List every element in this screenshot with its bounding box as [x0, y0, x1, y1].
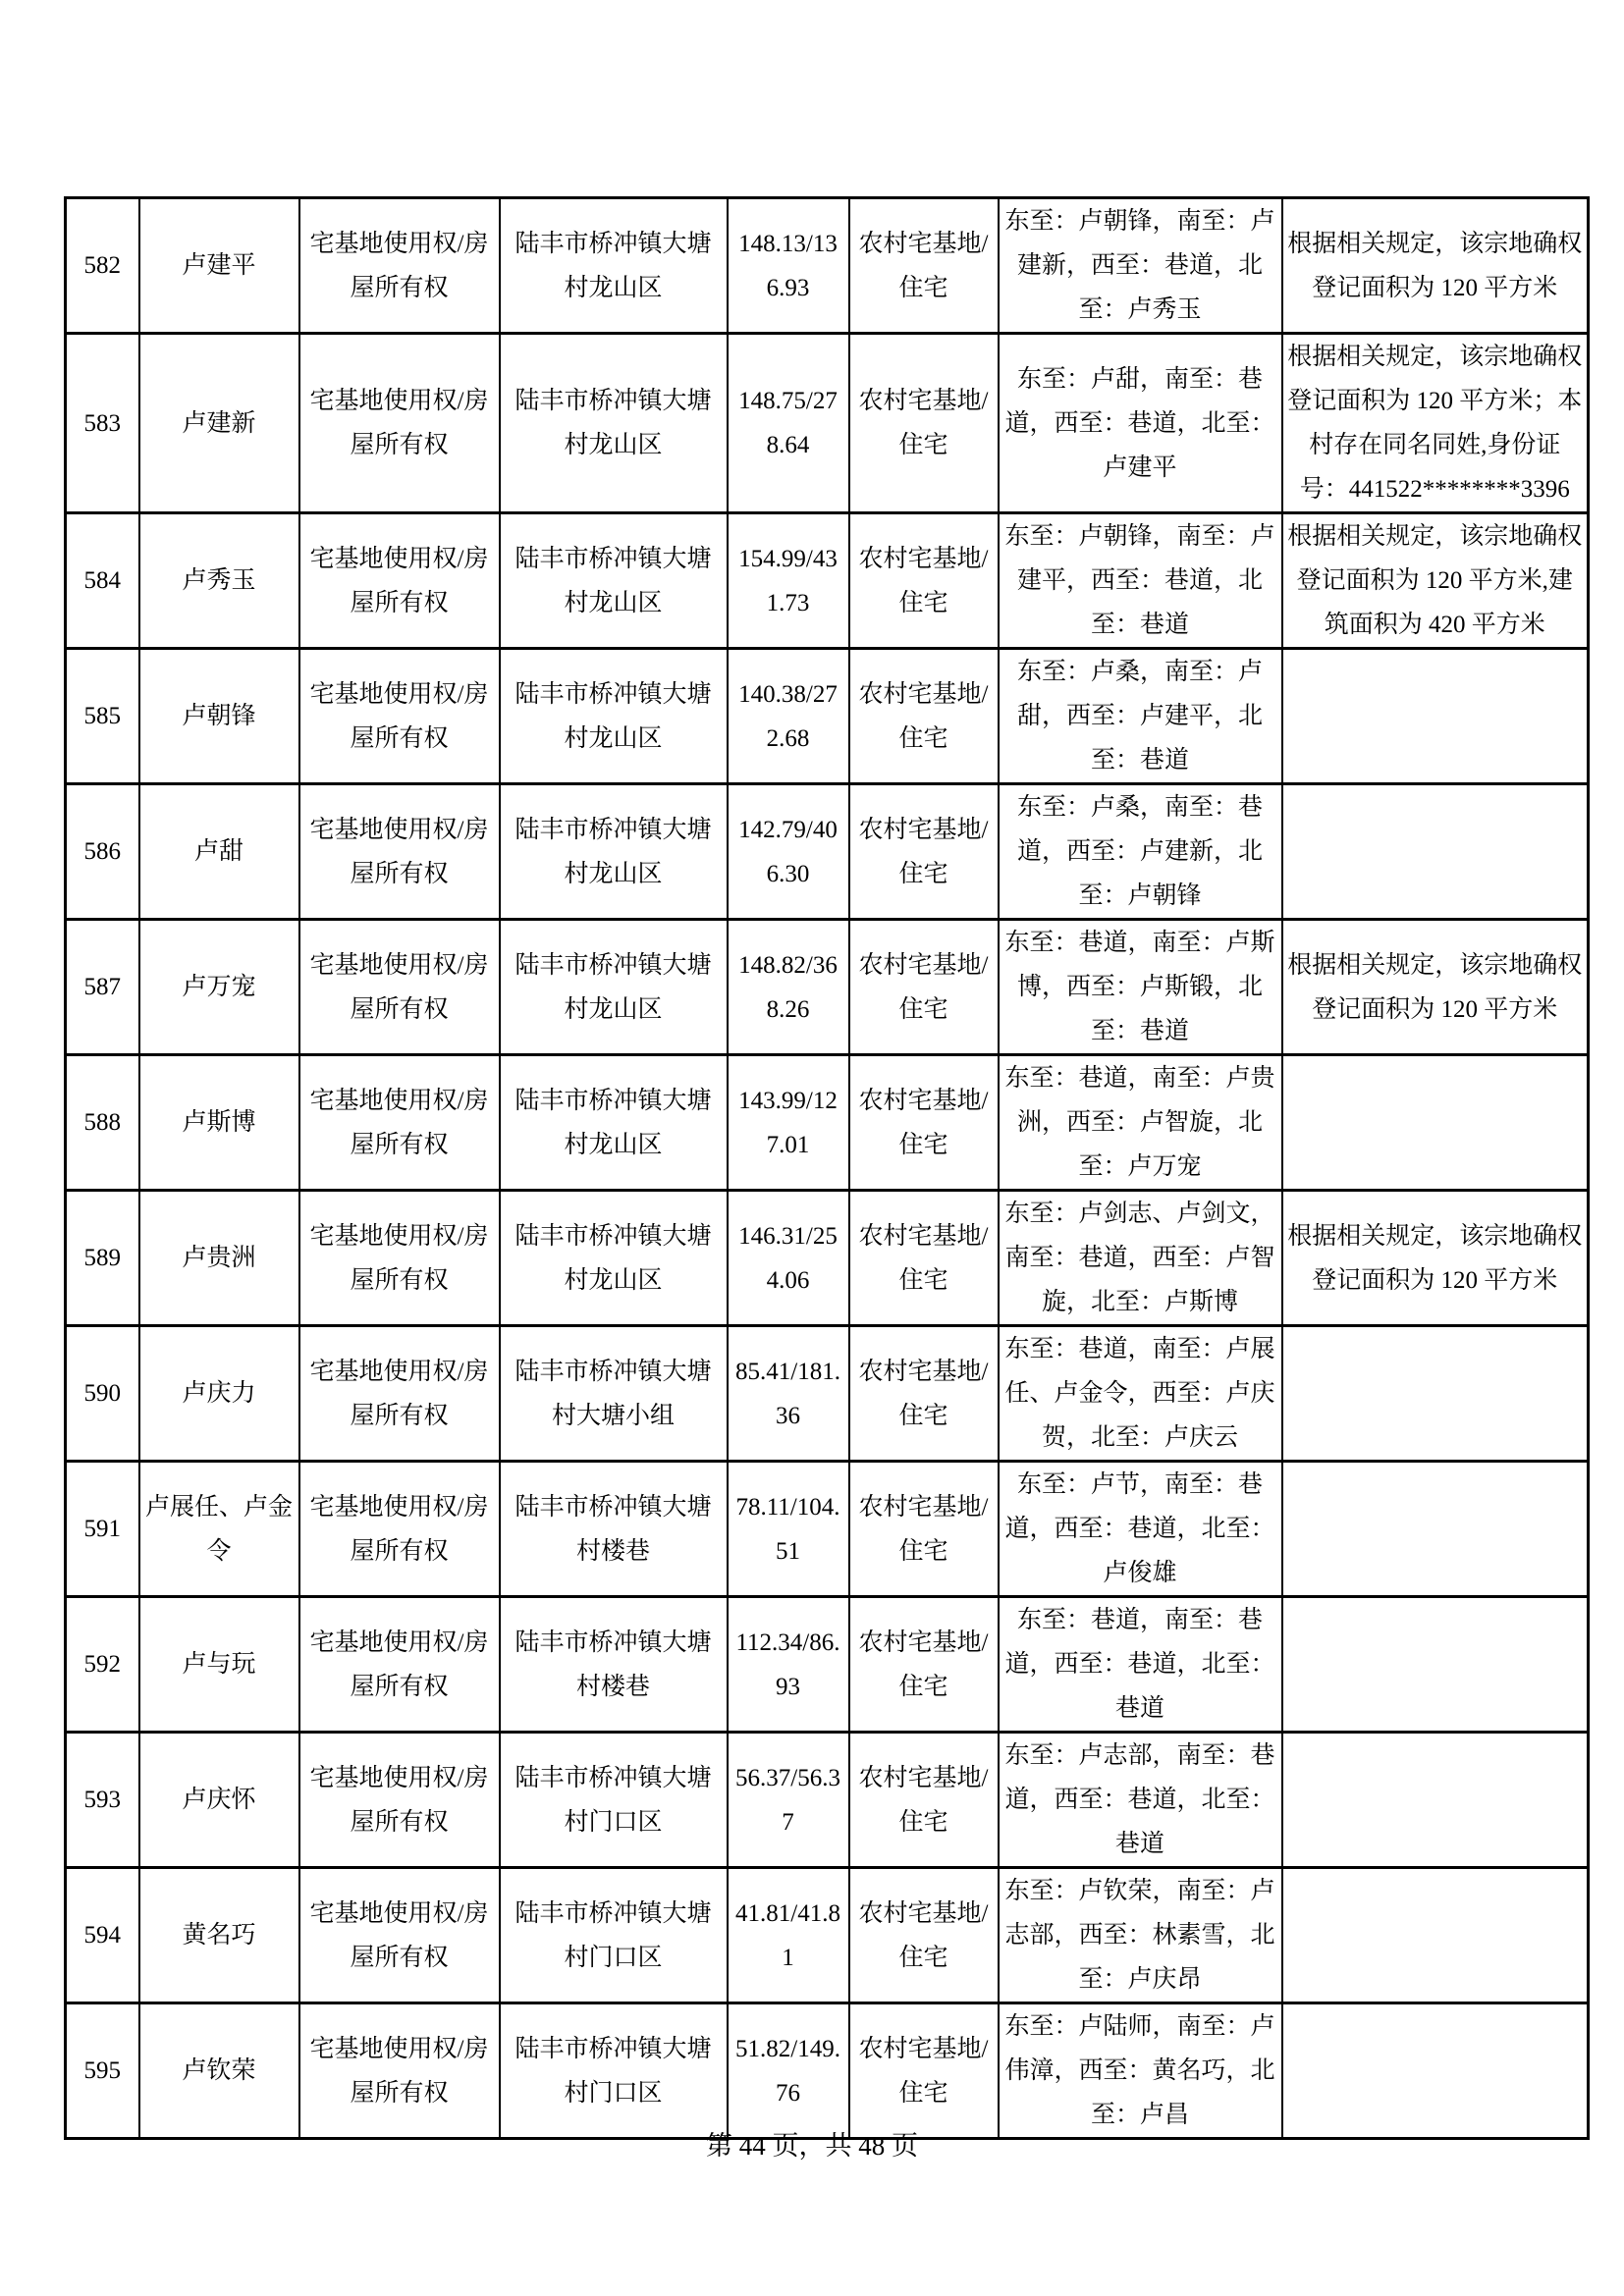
area-cell: 148.13/136.93 [728, 198, 849, 334]
row-number-cell: 592 [66, 1597, 139, 1733]
area-cell: 112.34/86.93 [728, 1597, 849, 1733]
row-number-cell: 590 [66, 1326, 139, 1462]
boundaries-cell: 东至：巷道，南至：卢斯博，西至：卢斯锻，北至：巷道 [999, 920, 1282, 1055]
area-cell: 148.75/278.64 [728, 334, 849, 513]
remark-cell: 根据相关规定，该宗地确权登记面积为 120 平方米 [1282, 920, 1589, 1055]
row-number-cell: 588 [66, 1055, 139, 1191]
boundaries-cell: 东至：卢朝锋，南至：卢建平，西至：巷道，北至：巷道 [999, 513, 1282, 649]
remark-cell [1282, 1055, 1589, 1191]
remark-cell [1282, 1597, 1589, 1733]
remark-cell [1282, 1462, 1589, 1597]
area-cell: 143.99/127.01 [728, 1055, 849, 1191]
owner-name-cell: 卢展任、卢金令 [139, 1462, 299, 1597]
location-cell: 陆丰市桥冲镇大塘村楼巷 [500, 1462, 728, 1597]
right-type-cell: 宅基地使用权/房屋所有权 [299, 334, 500, 513]
owner-name-cell: 卢秀玉 [139, 513, 299, 649]
owner-name-cell: 卢斯博 [139, 1055, 299, 1191]
boundaries-cell: 东至：卢桑，南至：巷道，西至：卢建新，北至：卢朝锋 [999, 784, 1282, 920]
row-number-cell: 591 [66, 1462, 139, 1597]
row-number-cell: 589 [66, 1191, 139, 1326]
land-type-cell: 农村宅基地/住宅 [849, 1733, 999, 1868]
row-number-cell: 595 [66, 2003, 139, 2139]
row-number-cell: 587 [66, 920, 139, 1055]
boundaries-cell: 东至：卢桑，南至：卢甜，西至：卢建平，北至：巷道 [999, 649, 1282, 784]
table-row [66, 1191, 1589, 1326]
land-type-cell: 农村宅基地/住宅 [849, 1326, 999, 1462]
boundaries-cell: 东至：卢朝锋，南至：卢建新，西至：巷道，北至：卢秀玉 [999, 198, 1282, 334]
location-cell: 陆丰市桥冲镇大塘村楼巷 [500, 1597, 728, 1733]
table-row [66, 1597, 1589, 1733]
land-type-cell: 农村宅基地/住宅 [849, 1597, 999, 1733]
owner-name-cell: 卢建新 [139, 334, 299, 513]
remark-cell [1282, 784, 1589, 920]
right-type-cell: 宅基地使用权/房屋所有权 [299, 920, 500, 1055]
row-number-cell: 585 [66, 649, 139, 784]
boundaries-cell: 东至：巷道，南至：卢展任、卢金令，西至：卢庆贺，北至：卢庆云 [999, 1326, 1282, 1462]
table-row [66, 1462, 1589, 1597]
boundaries-cell: 东至：巷道，南至：卢贵洲，西至：卢智旋，北至：卢万宠 [999, 1055, 1282, 1191]
page-footer [0, 2128, 1624, 2163]
area-cell: 56.37/56.37 [728, 1733, 849, 1868]
location-cell: 陆丰市桥冲镇大塘村龙山区 [500, 1055, 728, 1191]
location-cell: 陆丰市桥冲镇大塘村龙山区 [500, 1191, 728, 1326]
owner-name-cell: 卢钦荣 [139, 2003, 299, 2139]
remark-cell: 根据相关规定，该宗地确权登记面积为 120 平方米,建筑面积为 420 平方米 [1282, 513, 1589, 649]
table-row [66, 649, 1589, 784]
row-number-cell: 582 [66, 198, 139, 334]
right-type-cell: 宅基地使用权/房屋所有权 [299, 513, 500, 649]
remark-cell [1282, 1868, 1589, 2003]
right-type-cell: 宅基地使用权/房屋所有权 [299, 784, 500, 920]
land-type-cell: 农村宅基地/住宅 [849, 920, 999, 1055]
remark-cell [1282, 1326, 1589, 1462]
remark-cell [1282, 649, 1589, 784]
boundaries-cell: 东至：巷道，南至：巷道，西至：巷道，北至：巷道 [999, 1597, 1282, 1733]
land-type-cell: 农村宅基地/住宅 [849, 2003, 999, 2139]
location-cell: 陆丰市桥冲镇大塘村门口区 [500, 1868, 728, 2003]
location-cell: 陆丰市桥冲镇大塘村龙山区 [500, 198, 728, 334]
right-type-cell: 宅基地使用权/房屋所有权 [299, 1733, 500, 1868]
location-cell: 陆丰市桥冲镇大塘村大塘小组 [500, 1326, 728, 1462]
area-cell: 142.79/406.30 [728, 784, 849, 920]
right-type-cell: 宅基地使用权/房屋所有权 [299, 1191, 500, 1326]
area-cell: 140.38/272.68 [728, 649, 849, 784]
boundaries-cell: 东至：卢钦荣，南至：卢志部，西至：林素雪，北至：卢庆昂 [999, 1868, 1282, 2003]
boundaries-cell: 东至：卢甜，南至：巷道，西至：巷道，北至：卢建平 [999, 334, 1282, 513]
remark-cell [1282, 1733, 1589, 1868]
owner-name-cell: 卢建平 [139, 198, 299, 334]
row-number-cell: 583 [66, 334, 139, 513]
table-row [66, 513, 1589, 649]
boundaries-cell: 东至：卢节，南至：巷道，西至：巷道，北至：卢俊雄 [999, 1462, 1282, 1597]
land-type-cell: 农村宅基地/住宅 [849, 1868, 999, 2003]
table-row [66, 1868, 1589, 2003]
area-cell: 154.99/431.73 [728, 513, 849, 649]
right-type-cell: 宅基地使用权/房屋所有权 [299, 2003, 500, 2139]
right-type-cell: 宅基地使用权/房屋所有权 [299, 1462, 500, 1597]
table-row [66, 1326, 1589, 1462]
table-row [66, 1055, 1589, 1191]
location-cell: 陆丰市桥冲镇大塘村门口区 [500, 1733, 728, 1868]
table-row [66, 198, 1589, 334]
owner-name-cell: 卢庆怀 [139, 1733, 299, 1868]
records-body [66, 198, 1589, 2139]
land-type-cell: 农村宅基地/住宅 [849, 1055, 999, 1191]
owner-name-cell: 卢甜 [139, 784, 299, 920]
table-row [66, 334, 1589, 513]
owner-name-cell: 卢贵洲 [139, 1191, 299, 1326]
land-type-cell: 农村宅基地/住宅 [849, 198, 999, 334]
boundaries-cell: 东至：卢陆师，南至：卢伟漳，西至：黄名巧，北至：卢昌 [999, 2003, 1282, 2139]
land-type-cell: 农村宅基地/住宅 [849, 1462, 999, 1597]
boundaries-cell: 东至：卢志部，南至：巷道，西至：巷道，北至：巷道 [999, 1733, 1282, 1868]
location-cell: 陆丰市桥冲镇大塘村龙山区 [500, 920, 728, 1055]
table-row [66, 2003, 1589, 2139]
row-number-cell: 594 [66, 1868, 139, 2003]
location-cell: 陆丰市桥冲镇大塘村龙山区 [500, 513, 728, 649]
land-rights-table [64, 196, 1590, 2140]
area-cell: 148.82/368.26 [728, 920, 849, 1055]
area-cell: 51.82/149.76 [728, 2003, 849, 2139]
right-type-cell: 宅基地使用权/房屋所有权 [299, 198, 500, 334]
location-cell: 陆丰市桥冲镇大塘村门口区 [500, 2003, 728, 2139]
remark-cell: 根据相关规定，该宗地确权登记面积为 120 平方米；本村存在同名同姓,身份证号：441522********3396 [1282, 334, 1589, 513]
owner-name-cell: 卢万宠 [139, 920, 299, 1055]
table-row [66, 784, 1589, 920]
area-cell: 146.31/254.06 [728, 1191, 849, 1326]
boundaries-cell: 东至：卢剑志、卢剑文，南至：巷道，西至：卢智旋，北至：卢斯博 [999, 1191, 1282, 1326]
land-type-cell: 农村宅基地/住宅 [849, 1191, 999, 1326]
remark-cell: 根据相关规定，该宗地确权登记面积为 120 平方米 [1282, 198, 1589, 334]
right-type-cell: 宅基地使用权/房屋所有权 [299, 1597, 500, 1733]
location-cell: 陆丰市桥冲镇大塘村龙山区 [500, 784, 728, 920]
owner-name-cell: 卢庆力 [139, 1326, 299, 1462]
location-cell: 陆丰市桥冲镇大塘村龙山区 [500, 649, 728, 784]
right-type-cell: 宅基地使用权/房屋所有权 [299, 1868, 500, 2003]
row-number-cell: 586 [66, 784, 139, 920]
right-type-cell: 宅基地使用权/房屋所有权 [299, 1055, 500, 1191]
owner-name-cell: 黄名巧 [139, 1868, 299, 2003]
page-number-text: 第 44 页，共 48 页 [706, 2131, 918, 2161]
land-type-cell: 农村宅基地/住宅 [849, 784, 999, 920]
area-cell: 78.11/104.51 [728, 1462, 849, 1597]
owner-name-cell: 卢与玩 [139, 1597, 299, 1733]
land-type-cell: 农村宅基地/住宅 [849, 649, 999, 784]
right-type-cell: 宅基地使用权/房屋所有权 [299, 649, 500, 784]
table-row [66, 920, 1589, 1055]
area-cell: 85.41/181.36 [728, 1326, 849, 1462]
owner-name-cell: 卢朝锋 [139, 649, 299, 784]
right-type-cell: 宅基地使用权/房屋所有权 [299, 1326, 500, 1462]
land-type-cell: 农村宅基地/住宅 [849, 334, 999, 513]
row-number-cell: 593 [66, 1733, 139, 1868]
remark-cell: 根据相关规定，该宗地确权登记面积为 120 平方米 [1282, 1191, 1589, 1326]
land-type-cell: 农村宅基地/住宅 [849, 513, 999, 649]
table-row [66, 1733, 1589, 1868]
location-cell: 陆丰市桥冲镇大塘村龙山区 [500, 334, 728, 513]
area-cell: 41.81/41.81 [728, 1868, 849, 2003]
remark-cell [1282, 2003, 1589, 2139]
row-number-cell: 584 [66, 513, 139, 649]
